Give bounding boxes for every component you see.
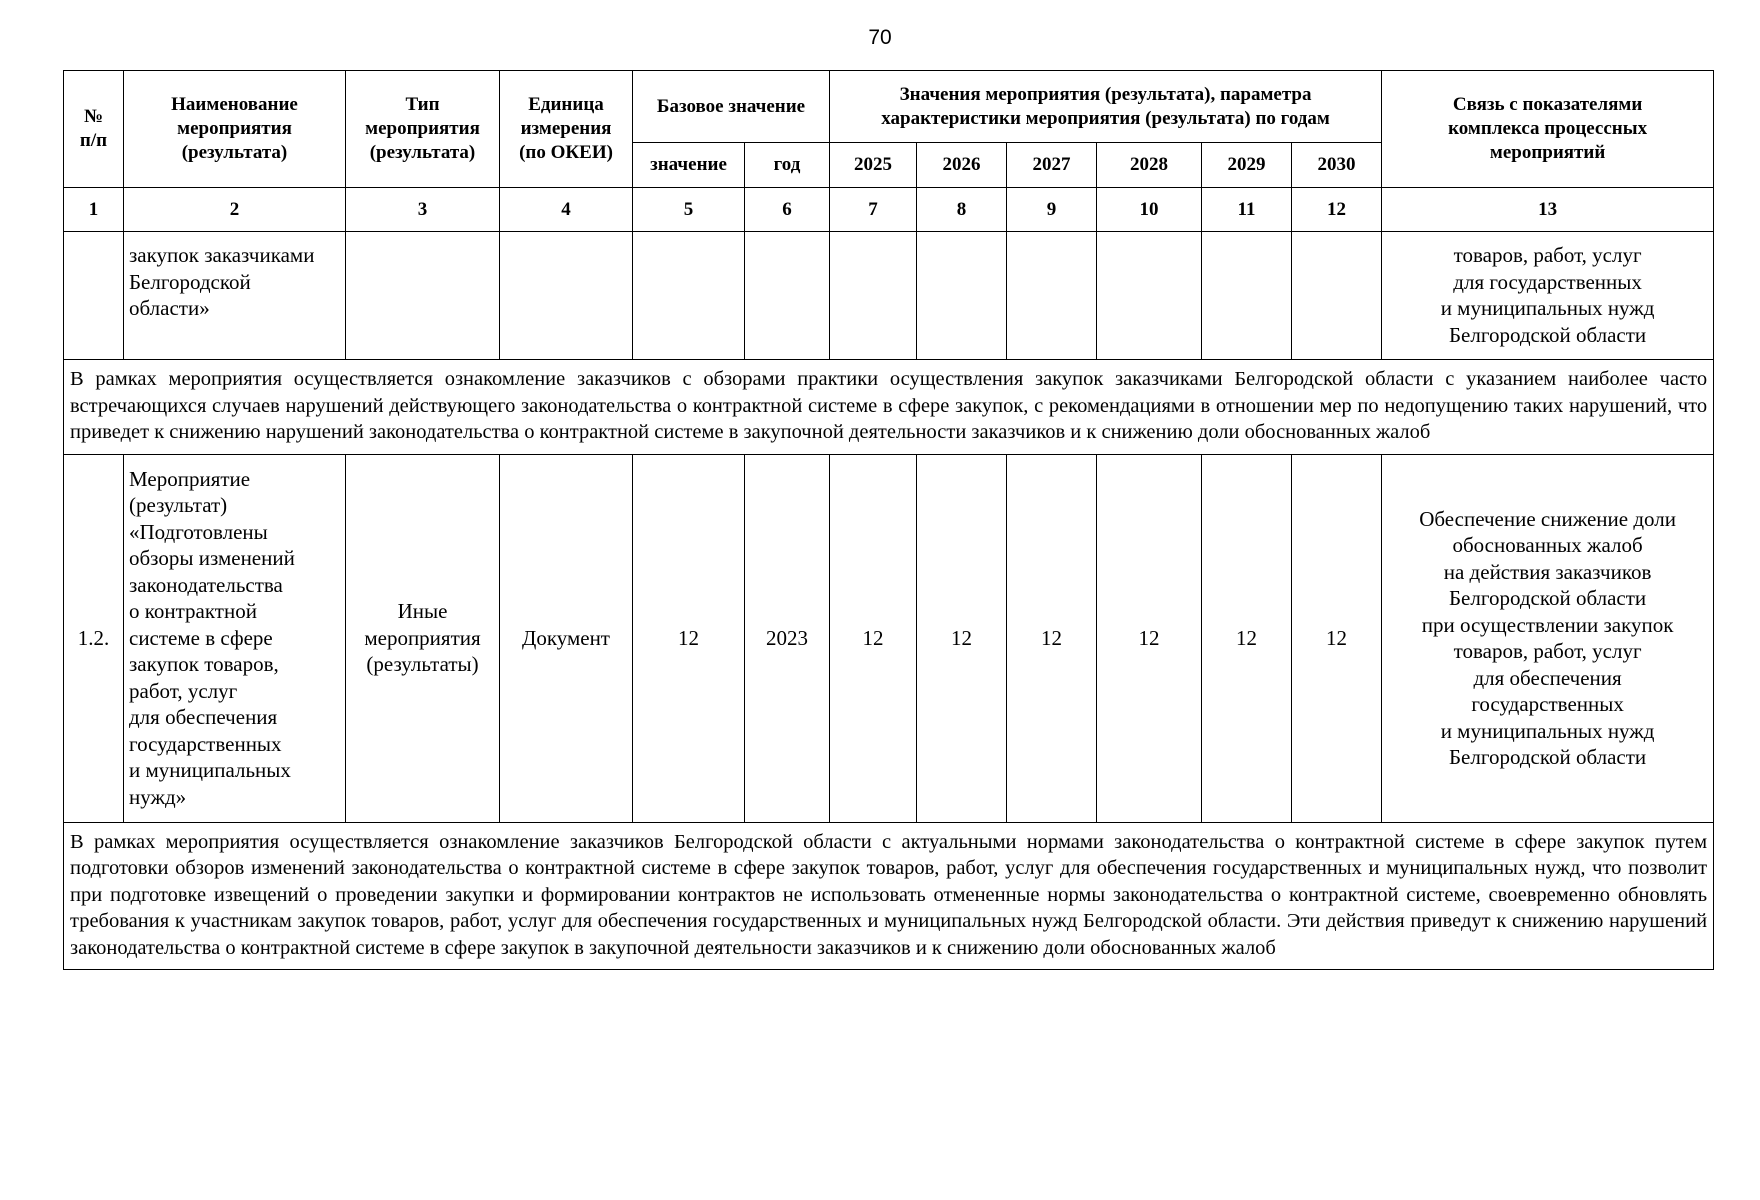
indicator-link: Обеспечение снижение доли обоснованных жалоб на действия заказчиков Белгородской области при осуществлении закупок товаров, работ, услуг для обеспечения государственных и муниципальных нужд Белгородской области: [1382, 454, 1714, 822]
empty-cell: [745, 232, 830, 360]
header-name: Наименование мероприятия (результата): [124, 71, 346, 188]
header-link: Связь с показателями комплекса процессных мероприятий: [1382, 71, 1714, 188]
page-number: 70: [868, 26, 892, 49]
cont-link-cell: товаров, работ, услуг для государственных и муниципальных нужд Белгородской области: [1382, 232, 1714, 360]
empty-cell: [1292, 232, 1382, 360]
header-year: 2028: [1097, 143, 1202, 188]
header-base-year: год: [745, 143, 830, 188]
empty-cell: [1007, 232, 1097, 360]
base-value: 12: [633, 454, 745, 822]
header-base-value: значение: [633, 143, 745, 188]
year-value: 12: [1097, 454, 1202, 822]
column-number: 4: [500, 188, 633, 232]
column-number: 2: [124, 188, 346, 232]
year-value: 12: [1202, 454, 1292, 822]
column-number: 7: [830, 188, 917, 232]
activities-table: [63, 70, 1714, 970]
column-number: 3: [346, 188, 500, 232]
empty-cell: [917, 232, 1007, 360]
empty-cell: [633, 232, 745, 360]
base-year: 2023: [745, 454, 830, 822]
activity-type: Иные мероприятия (результаты): [346, 454, 500, 822]
column-number: 10: [1097, 188, 1202, 232]
year-value: 12: [830, 454, 917, 822]
continuation-row: [64, 232, 1714, 360]
column-number: 5: [633, 188, 745, 232]
header-num: № п/п: [64, 71, 124, 188]
cont-name-cell: закупок заказчиками Белгородской области»: [124, 232, 346, 360]
description-1: В рамках мероприятия осуществляется ознакомление заказчиков с обзорами практики осуществления закупок заказчиками Белгородской области с указанием наиболее часто встречающихся случаев нарушений действующего законодательства о контрактной системе в сфере закупок, с рекомендациями в отношении мер по недопущению таких нарушений, что приведет к снижению нарушений законодательства о контрактной системе в закупочной деятельности заказчиков и к снижению доли обоснованных жалоб: [64, 360, 1714, 455]
header-year: 2027: [1007, 143, 1097, 188]
column-number: 8: [917, 188, 1007, 232]
description-row-1: [64, 360, 1714, 455]
description-2: В рамках мероприятия осуществляется ознакомление заказчиков Белгородской области с актуальными нормами законодательства о контрактной системе в сфере закупок путем подготовки обзоров изменений законодательства о контрактной системе в сфере закупок товаров, работ, услуг для обеспечения государственных и муниципальных нужд, что позволит при подготовке извещений о проведении закупки и формировании контрактов не использовать отмененные нормы законодательства о контрактной системе, своевременно обновлять требования к участникам закупок товаров, работ, услуг для обеспечения государственных и муниципальных нужд Белгородской области. Эти действия приведут к снижению нарушений законодательства о контрактной системе в сфере закупок в закупочной деятельности заказчиков и к снижению доли обоснованных жалоб: [64, 822, 1714, 970]
empty-cell: [1202, 232, 1292, 360]
column-number: 6: [745, 188, 830, 232]
column-number: 13: [1382, 188, 1714, 232]
column-number: 1: [64, 188, 124, 232]
header-year: 2026: [917, 143, 1007, 188]
activity-name: Мероприятие (результат) «Подготовлены обзоры изменений законодательства о контрактной системе в сфере закупок товаров, работ, услуг для обеспечения государственных и муниципальных нужд»: [124, 454, 346, 822]
header-unit: Единица измерения (по ОКЕИ): [500, 71, 633, 188]
column-number: 11: [1202, 188, 1292, 232]
description-row-2: [64, 822, 1714, 970]
header-values-by-year: Значения мероприятия (результата), параметра характеристики мероприятия (результата) по годам: [830, 71, 1382, 143]
header-row-1: [64, 71, 1714, 143]
column-number: 9: [1007, 188, 1097, 232]
empty-cell: [830, 232, 917, 360]
row-number: 1.2.: [64, 454, 124, 822]
unit: Документ: [500, 454, 633, 822]
column-numbers-row: [64, 188, 1714, 232]
empty-cell: [1097, 232, 1202, 360]
row-1-2: [64, 454, 1714, 822]
header-year: 2030: [1292, 143, 1382, 188]
year-value: 12: [1292, 454, 1382, 822]
header-base: Базовое значение: [633, 71, 830, 143]
cont-num-cell: [64, 232, 124, 360]
header-type: Тип мероприятия (результата): [346, 71, 500, 188]
year-value: 12: [917, 454, 1007, 822]
header-year: 2029: [1202, 143, 1292, 188]
empty-cell: [346, 232, 500, 360]
empty-cell: [500, 232, 633, 360]
column-number: 12: [1292, 188, 1382, 232]
header-year: 2025: [830, 143, 917, 188]
year-value: 12: [1007, 454, 1097, 822]
